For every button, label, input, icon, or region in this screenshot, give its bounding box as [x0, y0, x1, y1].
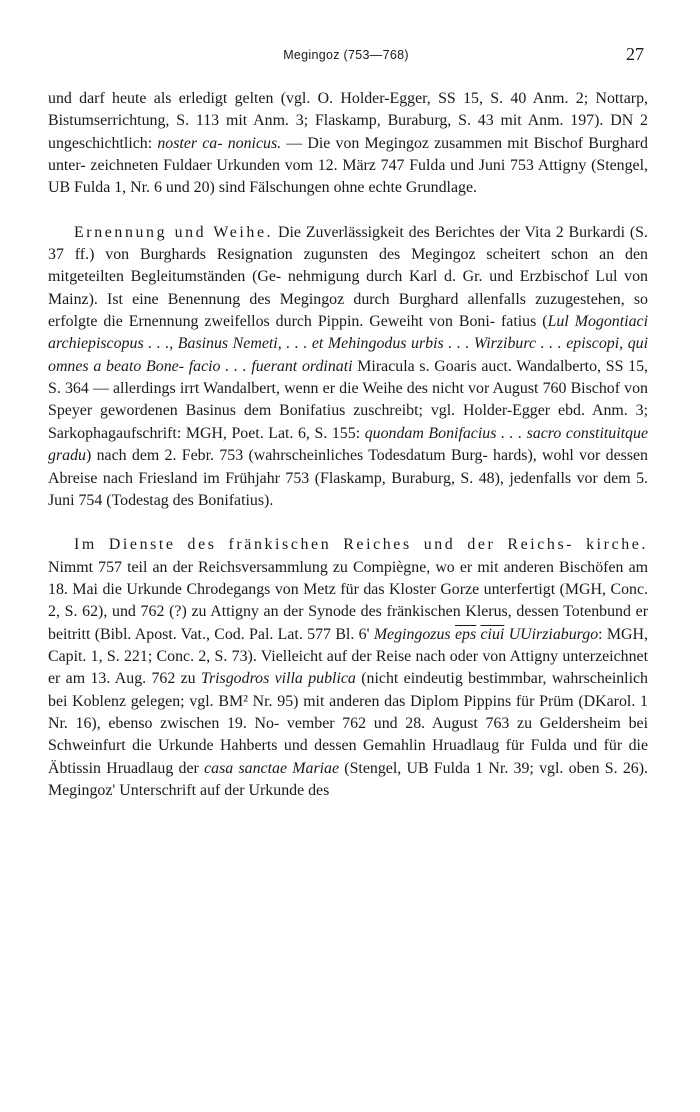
latin-quote: quondam Bonifacius . . . sacro constituitque gradu: [48, 424, 649, 465]
text-run: Die Zuverlässigkeit des Berichtes der Vita 2 Burkardi (S. 37 ff.) von Burghards Resignation zugunsten des Megingoz scheitert schon an den mitgeteilten Begleitumständen (Ge- nehmigung durch Karl d. Gr. und Erzbischof Lul von Mainz). Ist eine Benennung des Megingoz durch Burghard allenfalls zuzugestehen, so erfolgte die Ernennung zweifellos durch Pippin. Geweiht von Boni- fatius (: [48, 223, 648, 331]
latin-quote: noster ca- nonicus.: [157, 134, 282, 152]
latin-quote: Megingozus: [373, 625, 451, 643]
text-run: — Die von Megingoz zusammen mit Bischof Burghard unter- zeichneten Fuldaer Urkunden vom 12. März 747 Fulda und Juni 753 Attigny (Stengel, UB Fulda 1, Nr. 6 und 20) sind Fälschungen ohne echte Grundlage.: [48, 134, 648, 197]
abbreviation: $\overline{eps}$: [454, 625, 477, 643]
section-heading: Im Dienste des fränkischen Reiches und der Reichs- kirche.: [74, 536, 648, 554]
text-run: (Stengel, UB Fulda 1 Nr. 39; vgl. oben S. 26). Megingoz' Unterschrift auf der Urkunde des: [48, 759, 648, 799]
page-number: 27: [626, 44, 644, 64]
latin-quote: Lul Mogontiaci archiepiscopus . . ., Basinus Nemeti, . . . et Mehingodus urbis . . . Wirziburc . . . episcopi, qui omnes a beato Bone- facio . . . fuerant ordinati: [48, 313, 648, 375]
page-header: [48, 44, 644, 68]
text-run: ) nach dem 2. Febr. 753 (wahrscheinliches Todesdatum Burg- hards), wohl vor dessen Abreise nach Friesland im Frühjahr 753 (Flaskamp, Buraburg, S. 48), jedenfalls vor dem 5. Juni 754 (Todestag des Bonifatius).: [48, 447, 648, 509]
paragraph-continuation: [48, 88, 648, 200]
running-title: Megingoz (753—768): [283, 48, 409, 62]
paragraph-dienste: [48, 534, 648, 802]
abbreviation: ciui: [480, 625, 505, 643]
section-heading: Ernennung und Weihe.: [74, 223, 274, 241]
text-run: Miracula s. Goaris auct. Wandalberto, SS 15, S. 364 — allerdings irrt Wandalbert, wenn er die Weihe des nicht vor August 760 Bischof von Speyer gewordenen Basinus dem Bonifatius zuschreibt; vgl. Holder-Egger ebd. Anm. 3; Sarkophagaufschrift: MGH, Poet. Lat. 6, S. 155:: [48, 357, 649, 442]
text-run: (nicht eindeutig bestimmbar, wahrscheinlich bei Koblenz gelegen; vgl. BM² Nr. 95) mit anderen das Diplom Pippins für Prüm (DKarol. 1 Nr. 16), ebenso zwischen 19. No- vember 762 und 28. August 763 zu Geldersheim bei Schweinfurt die Urkunde Hahberts und dessen Gemahlin Hruadlaug für Fulda und für die Äbtissin Hruadlaug der: [48, 670, 649, 777]
latin-quote: casa sanctae Mariae: [204, 759, 340, 777]
text-run: : MGH, Capit. 1, S. 221; Conc. 2, S. 73). Vielleicht auf der Reise nach oder von Attigny unterzeichnet er am 13. Aug. 762 zu: [48, 625, 648, 688]
body-text: [48, 88, 648, 802]
latin-quote: UUirziaburgo: [508, 625, 599, 643]
paragraph-ernennung: [48, 222, 648, 512]
latin-quote: Trisgodros villa publica: [200, 670, 356, 688]
text-run: Nimmt 757 teil an der Reichsversammlung zu Compiègne, wo er mit anderen Bischöfen am 18. Mai die Urkunde Chrodegangs von Metz für das Kloster Gorze unterfertigt (MGH, Conc. 2, S. 62), und 762 (?) zu Attigny an der Synode des fränkischen Klerus, dessen Totenbund er beitritt (Bibl. Apost. Vat., Cod. Pal. Lat. 577 Bl. 6': [48, 558, 648, 643]
text-run: und darf heute als erledigt gelten (vgl. O. Holder-Egger, SS 15, S. 40 Anm. 2; Nottarp, Bistumserrichtung, S. 113 mit Anm. 3; Flaskamp, Buraburg, S. 43 mit Anm. 197). DN 2 ungeschichtlich:: [48, 90, 648, 152]
